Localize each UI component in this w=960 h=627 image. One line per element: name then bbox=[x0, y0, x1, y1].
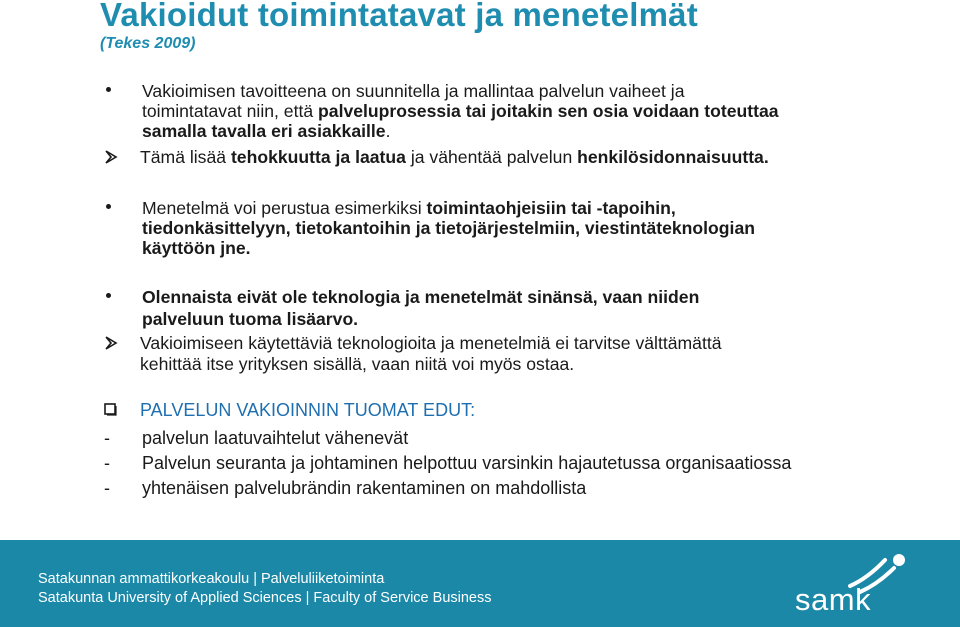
slide-title: Vakioidut toimintatavat ja menetelmät bbox=[100, 0, 698, 33]
bullet-dot bbox=[106, 293, 111, 298]
arrow2-line2: kehittää itse yrityksen sisällä, vaan niitä voi myös ostaa. bbox=[140, 354, 575, 374]
text-bold: samalla tavalla eri asiakkaille bbox=[142, 121, 386, 141]
dash-marker: - bbox=[104, 478, 110, 498]
arrow2-line1: Vakioimiseen käytettäviä teknologioita ja menetelmiä ei tarvitse välttämättä bbox=[140, 333, 722, 353]
text-bold: palveluprosessia tai joitakin sen osia voidaan toteuttaa bbox=[318, 101, 779, 121]
bullet1-line2 bbox=[142, 101, 779, 121]
text-bold: tehokkuutta ja laatua bbox=[230, 147, 406, 167]
bullet2-line2: tiedonkäsittelyyn, tietokantoihin ja tietojärjestelmiin, viestintäteknologian bbox=[142, 218, 755, 238]
text-normal: . bbox=[385, 121, 391, 141]
benefits-heading: PALVELUN VAKIOINNIN TUOMAT EDUT: bbox=[140, 400, 476, 420]
logo-wordmark: samk bbox=[795, 582, 872, 617]
benefit-item: Palvelun seuranta ja johtaminen helpottuu varsinkin hajautetussa organisaatiossa bbox=[142, 453, 792, 473]
dash-marker: - bbox=[104, 453, 110, 473]
text-normal: toimintatavat niin, että bbox=[142, 101, 319, 121]
bullet-dot bbox=[106, 204, 111, 209]
bullet-dot bbox=[106, 87, 111, 92]
checkbox-square-icon bbox=[104, 403, 117, 416]
dash-marker: - bbox=[104, 428, 110, 448]
bullet1-line1: Vakioimisen tavoitteena on suunnitella ja mallintaa palvelun vaiheet ja bbox=[142, 81, 685, 101]
text-normal: Tämä lisää bbox=[140, 147, 231, 167]
arrowhead-icon bbox=[104, 150, 118, 164]
text-bold: henkilösidonnaisuutta. bbox=[577, 147, 769, 167]
text-normal: Menetelmä voi perustua esimerkiksi bbox=[142, 198, 427, 218]
footer-line2: Satakunta University of Applied Sciences | Faculty of Service Business bbox=[38, 590, 492, 606]
text-normal: ja vähentää palvelun bbox=[405, 147, 578, 167]
footer-line1: Satakunnan ammattikorkeakoulu | Palveluliiketoiminta bbox=[38, 571, 385, 587]
bullet2-line1 bbox=[142, 198, 676, 218]
bullet2-line3: käyttöön jne. bbox=[142, 238, 251, 258]
benefit-item: yhtenäisen palvelubrändin rakentaminen on mahdollista bbox=[142, 478, 587, 498]
bullet3-line1: Olennaista eivät ole teknologia ja menetelmät sinänsä, vaan niiden bbox=[142, 287, 700, 307]
arrowhead-icon bbox=[104, 336, 118, 350]
bullet1-line3 bbox=[142, 121, 390, 141]
text-bold: toimintaohjeisiin tai -tapoihin, bbox=[426, 198, 676, 218]
benefit-item: palvelun laatuvaihtelut vähenevät bbox=[142, 428, 409, 448]
slide-subtitle: (Tekes 2009) bbox=[100, 35, 196, 52]
arrow1-line bbox=[140, 147, 769, 167]
bullet3-line2: palveluun tuoma lisäarvo. bbox=[142, 309, 359, 329]
